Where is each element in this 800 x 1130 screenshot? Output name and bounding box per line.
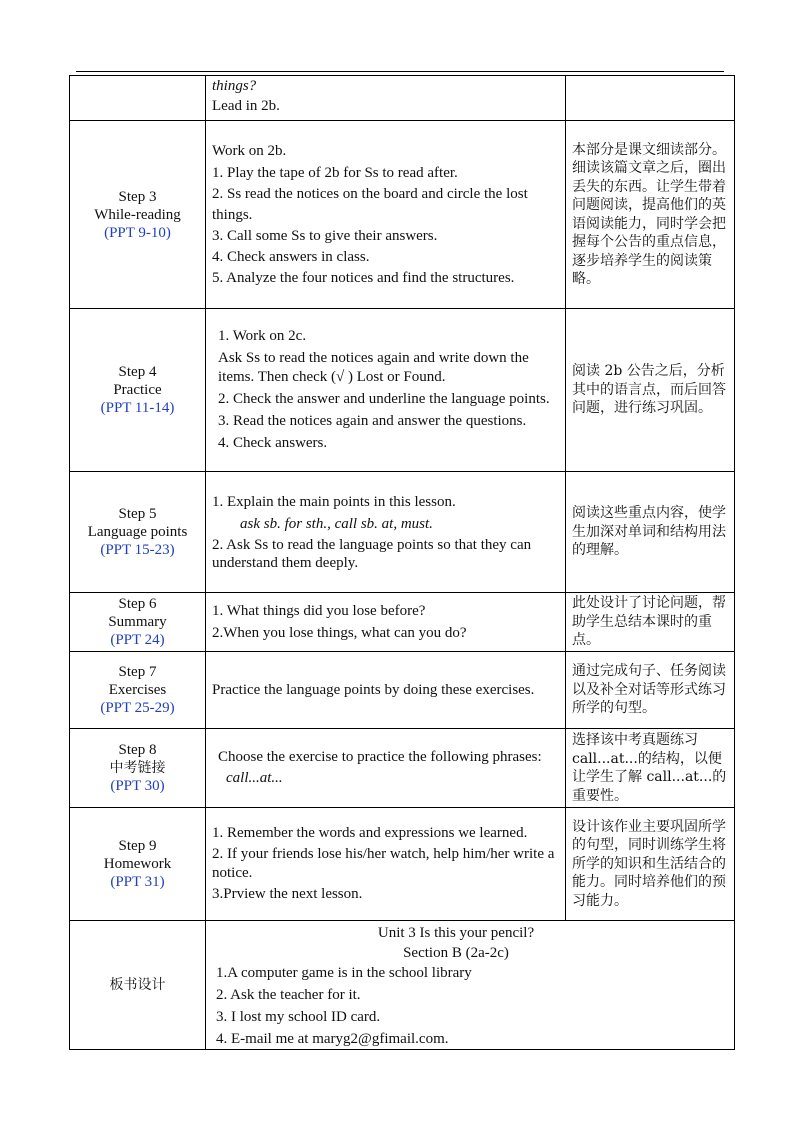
notes-cell: 通过完成句子、任务阅读以及补全对话等形式练习所学的句型。 — [566, 652, 735, 729]
notes-cell: 阅读这些重点内容，使学生加深对单词和结构用法的理解。 — [566, 472, 735, 593]
step-title: While-reading — [94, 206, 181, 223]
step-number: Step 9 — [118, 838, 157, 854]
step-number: Step 5 — [118, 506, 157, 522]
content-line: 1. Remember the words and expressions we learned. — [212, 825, 528, 841]
content-line: 1. Work on 2c. — [218, 328, 307, 344]
content-line: ask sb. for sth., call sb. at, must. — [240, 516, 433, 532]
board-heading: Unit 3 Is this your pencil? — [377, 925, 535, 941]
header-rule — [76, 71, 724, 72]
table-row — [70, 76, 735, 121]
content-cell — [206, 309, 566, 472]
notes-cell: 阅读 2b 公告之后，分析其中的语言点，而后回答问题，进行练习巩固。 — [566, 309, 735, 472]
content-line: Practice the language points by doing these exercises. — [212, 681, 535, 698]
ppt-reference: (PPT 31) — [110, 874, 165, 890]
table-row — [70, 121, 735, 309]
board-line: 4. E-mail me at maryg2@gfimail.com. — [216, 1031, 449, 1047]
content-line: call...at... — [226, 770, 283, 786]
content-cell — [206, 76, 566, 121]
content-line: Ask Ss to read the notices again and write down the items. Then check (√ ) Lost or Found. — [218, 350, 529, 385]
notes-cell — [566, 76, 735, 121]
content-line: 2. If your friends lose his/her watch, help him/her write a notice. — [212, 846, 555, 881]
content-line: 2.When you lose things, what can you do? — [212, 625, 467, 641]
step-cell — [70, 652, 206, 729]
content-line: 1. Play the tape of 2b for Ss to read after. — [212, 164, 458, 181]
step-number: Step 8 — [118, 742, 157, 758]
notes-cell: 本部分是课文细读部分。细读该篇文章之后，圈出丢失的东西。让学生带着问题阅读，提高他们的英语阅读能力，同时学会把握每个公告的重点信息，逐步培养学生的阅读策略。 — [566, 121, 735, 309]
step-title: Homework — [103, 856, 172, 872]
step-title: Practice — [113, 382, 162, 398]
board-label: 板书设计 — [109, 977, 166, 993]
board-line: 3. I lost my school ID card. — [216, 1009, 381, 1025]
content-line: 1. Explain the main points in this lesson. — [212, 494, 456, 510]
content-cell — [206, 472, 566, 593]
notes-cell: 选择该中考真题练习 call...at...的结构，以便让学生了解 call...at...的重要性。 — [566, 729, 735, 808]
content-line: 1. What things did you lose before? — [212, 603, 426, 619]
content-cell — [206, 652, 566, 729]
step-cell — [70, 121, 206, 309]
ppt-reference: (PPT 24) — [110, 632, 165, 648]
content-cell — [206, 121, 566, 309]
ppt-reference: (PPT 9-10) — [104, 224, 171, 241]
step-number: Step 3 — [118, 188, 157, 205]
table-row — [70, 729, 735, 808]
board-label-cell — [70, 921, 206, 1050]
lesson-plan-table — [69, 75, 735, 1050]
content-line: 4. Check answers in class. — [212, 248, 370, 265]
step-number: Step 4 — [118, 364, 157, 380]
step-title: Summary — [108, 614, 167, 630]
step-cell — [70, 309, 206, 472]
board-subheading: Section B (2a-2c) — [403, 945, 509, 961]
ppt-reference: (PPT 15-23) — [100, 542, 175, 558]
content-line: Choose the exercise to practice the following phrases: — [218, 749, 542, 765]
content-line: 2. Ask Ss to read the language points so that they can understand them deeply. — [212, 537, 532, 571]
table-row — [70, 652, 735, 729]
step-cell — [70, 808, 206, 921]
table-row — [70, 593, 735, 652]
notes-cell: 设计该作业主要巩固所学的句型，同时训练学生将所学的知识和生活结合的能力。同时培养他们的预习能力。 — [566, 808, 735, 921]
step-title: Exercises — [108, 682, 167, 698]
board-line: 2. Ask the teacher for it. — [216, 987, 361, 1003]
content-line: things? — [212, 78, 257, 94]
content-line: 3. Call some Ss to give their answers. — [212, 227, 438, 244]
step-title: Language points — [87, 524, 188, 540]
content-line: 2. Check the answer and underline the language points. — [218, 391, 550, 407]
table-row — [70, 309, 735, 472]
ppt-reference: (PPT 30) — [110, 778, 165, 794]
content-line: 3. Read the notices again and answer the questions. — [218, 413, 527, 429]
content-line: Lead in 2b. — [212, 98, 280, 114]
content-line: 4. Check answers. — [218, 435, 328, 451]
content-cell — [206, 729, 566, 808]
board-line: 1.A computer game is in the school library — [216, 965, 472, 981]
ppt-reference: (PPT 11-14) — [100, 400, 175, 416]
content-line: Work on 2b. — [212, 142, 287, 159]
content-cell — [206, 593, 566, 652]
step-cell — [70, 729, 206, 808]
table-row — [70, 808, 735, 921]
step-cell — [70, 472, 206, 593]
step-number: Step 6 — [118, 596, 157, 612]
board-content-cell — [206, 921, 735, 1050]
step-title: 中考链接 — [109, 760, 166, 776]
content-line: 5. Analyze the four notices and find the structures. — [212, 269, 515, 286]
step-cell — [70, 593, 206, 652]
step-number: Step 7 — [118, 664, 157, 680]
content-line: 3.Prview the next lesson. — [212, 886, 363, 902]
table-row — [70, 472, 735, 593]
table-row — [70, 921, 735, 1050]
step-cell — [70, 76, 206, 121]
notes-cell: 此处设计了讨论问题，帮助学生总结本课时的重点。 — [566, 593, 735, 652]
ppt-reference: (PPT 25-29) — [100, 700, 175, 716]
content-cell — [206, 808, 566, 921]
content-line: 2. Ss read the notices on the board and circle the lost things. — [212, 185, 528, 223]
